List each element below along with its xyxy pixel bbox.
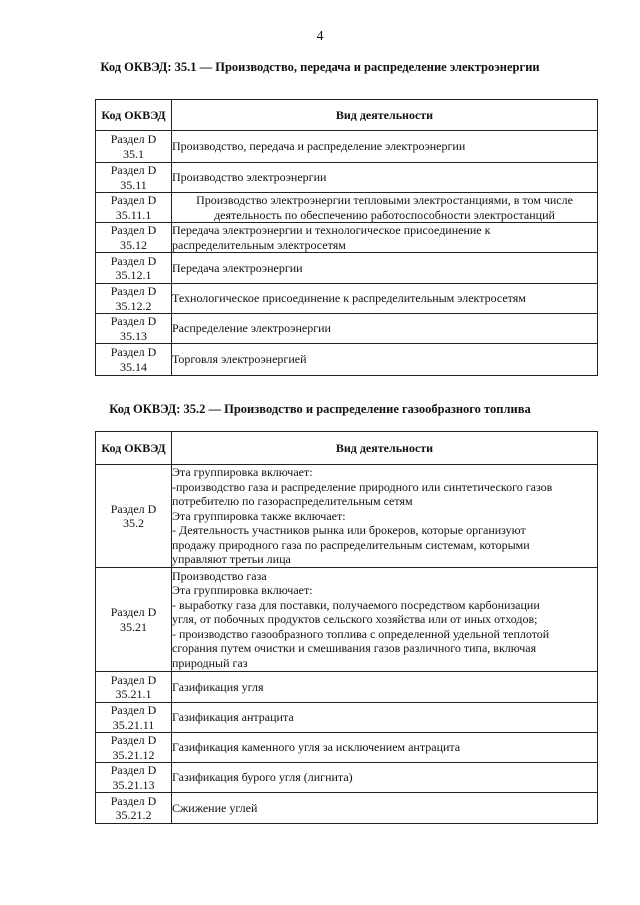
activity-cell: [172, 314, 598, 344]
activity-line: Производство электроэнергии: [172, 170, 327, 185]
section-label: Раздел D: [110, 703, 157, 717]
okved-code-cell: [96, 672, 172, 703]
okved-code-cell: [96, 763, 172, 793]
okved-code: 35.12.1: [115, 268, 152, 282]
table-header-row: [96, 100, 598, 131]
okved-code: 35.14: [120, 359, 147, 374]
table-row: [96, 223, 598, 253]
okved-code: 35.21.13: [112, 777, 155, 792]
okved-code-cell: [96, 465, 172, 568]
activity-line: - Деятельность участников рынка или брокеров, которые организуют: [172, 523, 526, 538]
activity-cell: [172, 193, 598, 223]
activity-line: сгорания путем очистки и смешивания газов различного типа, включая: [172, 641, 537, 656]
okved-code-cell: [96, 344, 172, 376]
okved-code: 35.21.1: [115, 687, 152, 701]
activity-line: Газификация угля: [172, 679, 264, 694]
okved-code: 35.11.1: [115, 207, 152, 222]
table-row: [96, 314, 598, 344]
page-number: 4: [316, 29, 324, 44]
activity-line: потребителю по газораспределительным сетям: [172, 494, 413, 509]
column-header-activity: Вид деятельности: [172, 432, 598, 465]
activity-cell: [172, 253, 598, 284]
table-row: [96, 131, 598, 163]
activity-cell: [172, 568, 598, 672]
activity-line: деятельность по обеспечению работоспособности электростанций: [214, 207, 555, 222]
section-label: Раздел D: [110, 284, 157, 298]
activity-line: угля, от побочных продуктов сельского хозяйства или от иных отходов;: [172, 612, 538, 627]
table-row: [96, 284, 598, 314]
okved-code: 35.21.2: [115, 808, 152, 822]
okved-code: 35.1: [123, 146, 144, 161]
okved-code-cell: [96, 568, 172, 672]
activity-cell: [172, 163, 598, 193]
okved-code: 35.11: [120, 177, 147, 192]
activity-line: Газификация антрацита: [172, 710, 294, 725]
activity-line: Производство электроэнергии тепловыми электростанциями, в том числе: [196, 193, 573, 207]
column-header-code: Код ОКВЭД: [96, 432, 172, 465]
activity-line: Передача электроэнергии и технологическое присоединение к: [172, 223, 491, 237]
activity-cell: [172, 284, 598, 314]
activity-line: распределительным электросетям: [172, 237, 346, 252]
section-2-heading: Код ОКВЭД: 35.2 — Производство и распределение газообразного топлива: [109, 402, 531, 416]
section-1-heading: Код ОКВЭД: 35.1 — Производство, передача и распределение электроэнергии: [100, 60, 540, 74]
okved-code: 35.21.11: [112, 717, 155, 732]
table-row: [96, 703, 598, 733]
section-label: Раздел D: [110, 793, 157, 808]
table-row: [96, 733, 598, 763]
okved-35-2-table: [95, 431, 598, 824]
okved-code-cell: [96, 284, 172, 314]
activity-cell: [172, 703, 598, 733]
okved-code-cell: [96, 733, 172, 763]
section-label: Раздел D: [110, 253, 157, 268]
activity-line: Эта группировка также включает:: [172, 508, 346, 523]
activity-cell: [172, 763, 598, 793]
table-header-row: [96, 432, 598, 465]
table-row: [96, 344, 598, 376]
okved-code: 35.2: [123, 516, 144, 530]
section-label: Раздел D: [110, 763, 157, 777]
section-label: Раздел D: [110, 672, 157, 687]
activity-line: Эта группировка включает:: [172, 583, 313, 598]
table-row: [96, 465, 598, 568]
okved-code-cell: [96, 223, 172, 253]
activity-line: управляют третьи лица: [172, 552, 291, 567]
activity-cell: [172, 672, 598, 703]
okved-code-cell: [96, 163, 172, 193]
okved-code: 35.12.2: [115, 298, 152, 313]
section-label: Раздел D: [110, 605, 157, 619]
column-header-code: Код ОКВЭД: [96, 100, 172, 131]
activity-line: Передача электроэнергии: [172, 260, 303, 275]
activity-line: природный газ: [172, 655, 248, 670]
okved-code-cell: [96, 193, 172, 223]
okved-code: 35.13: [120, 328, 147, 343]
okved-code: 35.21: [120, 619, 147, 634]
activity-line: Технологическое присоединение к распределительным электросетям: [172, 291, 526, 306]
section-label: Раздел D: [110, 163, 157, 177]
table-row: [96, 568, 598, 672]
activity-line: Сжижение углей: [172, 800, 258, 815]
activity-line: - выработку газа для поставки, получаемого посредством карбонизации: [172, 597, 540, 612]
activity-cell: [172, 793, 598, 824]
activity-cell: [172, 733, 598, 763]
table-row: [96, 763, 598, 793]
activity-cell: [172, 465, 598, 568]
activity-line: Распределение электроэнергии: [172, 321, 331, 336]
section-label: Раздел D: [110, 733, 157, 747]
activity-cell: [172, 223, 598, 253]
okved-35-1-table: [95, 99, 598, 376]
activity-line: Эта группировка включает:: [172, 465, 313, 480]
activity-cell: [172, 131, 598, 163]
okved-code-cell: [96, 703, 172, 733]
okved-code-cell: [96, 314, 172, 344]
table-row: [96, 163, 598, 193]
table-row: [96, 793, 598, 824]
okved-code: 35.12: [120, 237, 147, 252]
activity-line: Производство, передача и распределение электроэнергии: [172, 139, 466, 154]
activity-line: Производство газа: [172, 568, 267, 583]
activity-line: Газификация бурого угля (лигнита): [172, 770, 353, 785]
section-label: Раздел D: [110, 193, 157, 207]
column-header-activity: Вид деятельности: [172, 100, 598, 131]
table-row: [96, 672, 598, 703]
section-label: Раздел D: [110, 132, 157, 146]
section-label: Раздел D: [110, 314, 157, 328]
okved-code-cell: [96, 793, 172, 824]
activity-line: Газификация каменного угля за исключением антрацита: [172, 740, 461, 755]
activity-cell: [172, 344, 598, 376]
activity-line: продажу природного газа по распределительным системам, которыми: [172, 537, 530, 552]
activity-line: - производство газообразного топлива с определенной удельной теплотой: [172, 626, 550, 641]
section-label: Раздел D: [110, 223, 157, 237]
okved-code-cell: [96, 253, 172, 284]
activity-line: Торговля электроэнергией: [172, 352, 307, 367]
section-label: Раздел D: [110, 345, 157, 359]
activity-line: -производство газа и распределение природного или синтетического газов: [172, 479, 553, 494]
section-label: Раздел D: [110, 501, 157, 516]
okved-code: 35.21.12: [112, 747, 155, 762]
okved-code-cell: [96, 131, 172, 163]
table-row: [96, 253, 598, 284]
table-row: [96, 193, 598, 223]
